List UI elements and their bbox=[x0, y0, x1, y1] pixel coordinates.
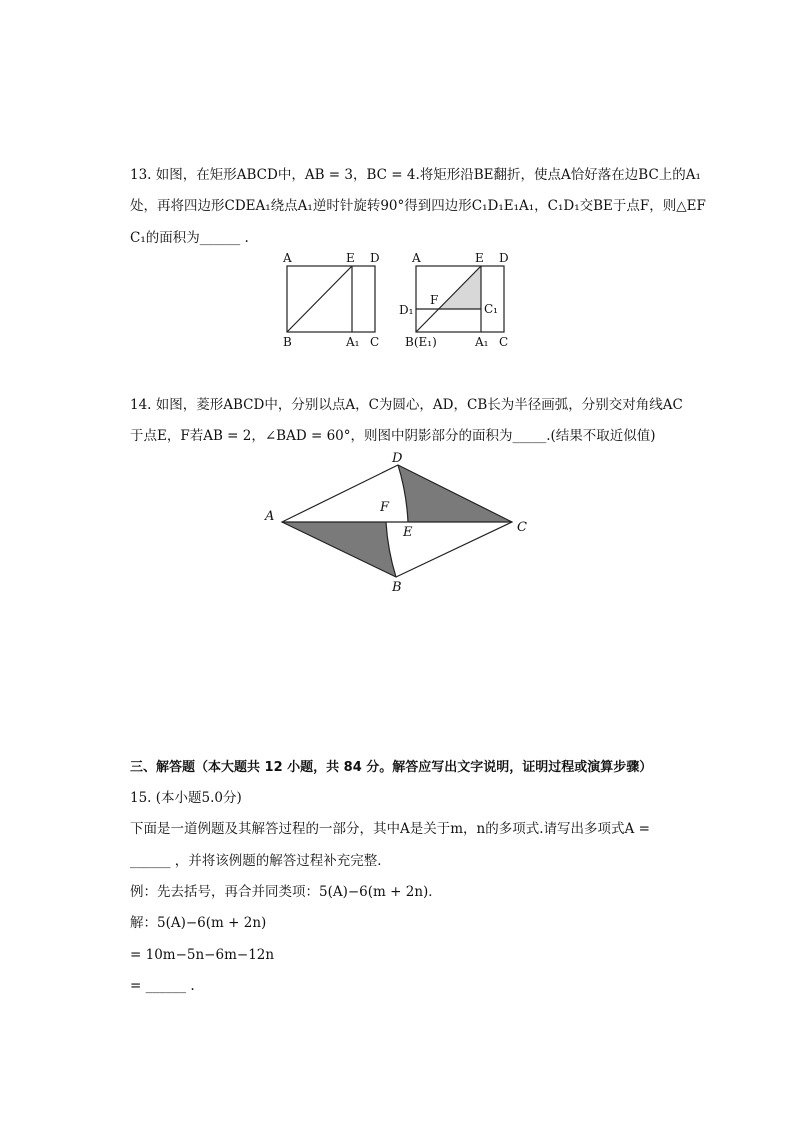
q15-line-5: = 10m−5n−6m−12n bbox=[130, 947, 275, 963]
label-b: B bbox=[283, 335, 292, 349]
rect-abcd bbox=[287, 266, 375, 332]
label-c: C bbox=[517, 520, 527, 535]
label-a: A bbox=[283, 251, 292, 265]
q15-line-3: 例：先去括号，再合并同类项：5(A)−6(m + 2n)． bbox=[130, 884, 442, 900]
label-d: D bbox=[392, 451, 403, 466]
label-e: E bbox=[403, 525, 413, 540]
section-3-title: 三、解答题（本大题共 12 小题，共 84 分。解答应写出文字说明，证明过程或演算步骤） bbox=[130, 760, 653, 775]
label-a: A bbox=[265, 509, 275, 524]
q15-line-4: 解：5(A)−6(m + 2n) bbox=[130, 915, 267, 931]
q14-line-2: 于点E，F若AB = 2，∠BAD = 60°，则图中阴影部分的面积为_____.(结果不取近似值) bbox=[130, 428, 656, 444]
label-a-2: A bbox=[412, 251, 421, 265]
q15-line-1: 下面是一道例题及其解答过程的一部分，其中A是关于m，n的多项式.请写出多项式A = bbox=[130, 821, 650, 837]
label-d: D bbox=[370, 251, 380, 265]
q14-line-1: 14. 如图，菱形ABCD中，分别以点A，C为圆心，AD，CB长为半径画弧，分别交对角线AC bbox=[130, 397, 683, 413]
q13-line-3: C₁的面积为______ . bbox=[130, 230, 249, 246]
q15-header: 15. (本小题5.0分) bbox=[130, 790, 242, 806]
q15-line-6: = ______ . bbox=[130, 978, 195, 994]
label-f: F bbox=[380, 500, 390, 515]
q14-figure bbox=[0, 440, 794, 600]
label-f: F bbox=[430, 293, 439, 307]
q13-figure-1 bbox=[287, 266, 375, 332]
label-d-2: D bbox=[499, 251, 509, 265]
q13-line-1: 13. 如图，在矩形ABCD中，AB = 3，BC = 4.将矩形沿BE翻折，使点A恰好落在边BC上的A₁ bbox=[130, 167, 701, 183]
label-e-2: E bbox=[475, 251, 484, 265]
label-c: C bbox=[370, 335, 380, 349]
q15-line-2: ______ ，并将该例题的解答过程补充完整． bbox=[130, 853, 391, 869]
label-e: E bbox=[346, 251, 355, 265]
label-a1-2: A₁ bbox=[475, 335, 489, 349]
label-be1: B(E₁) bbox=[405, 335, 437, 349]
label-a1: A₁ bbox=[346, 335, 360, 349]
line-be bbox=[287, 266, 352, 332]
label-b: B bbox=[392, 580, 402, 595]
label-c1: C₁ bbox=[484, 302, 498, 316]
q13-line-2: 处，再将四边形CDEA₁绕点A₁逆时针旋转90°得到四边形C₁D₁E₁A₁，C₁D₁交BE于点F，则△EF bbox=[130, 198, 706, 214]
label-d1: D₁ bbox=[399, 303, 414, 317]
label-c-2: C bbox=[499, 335, 509, 349]
q13-figure bbox=[0, 0, 794, 360]
